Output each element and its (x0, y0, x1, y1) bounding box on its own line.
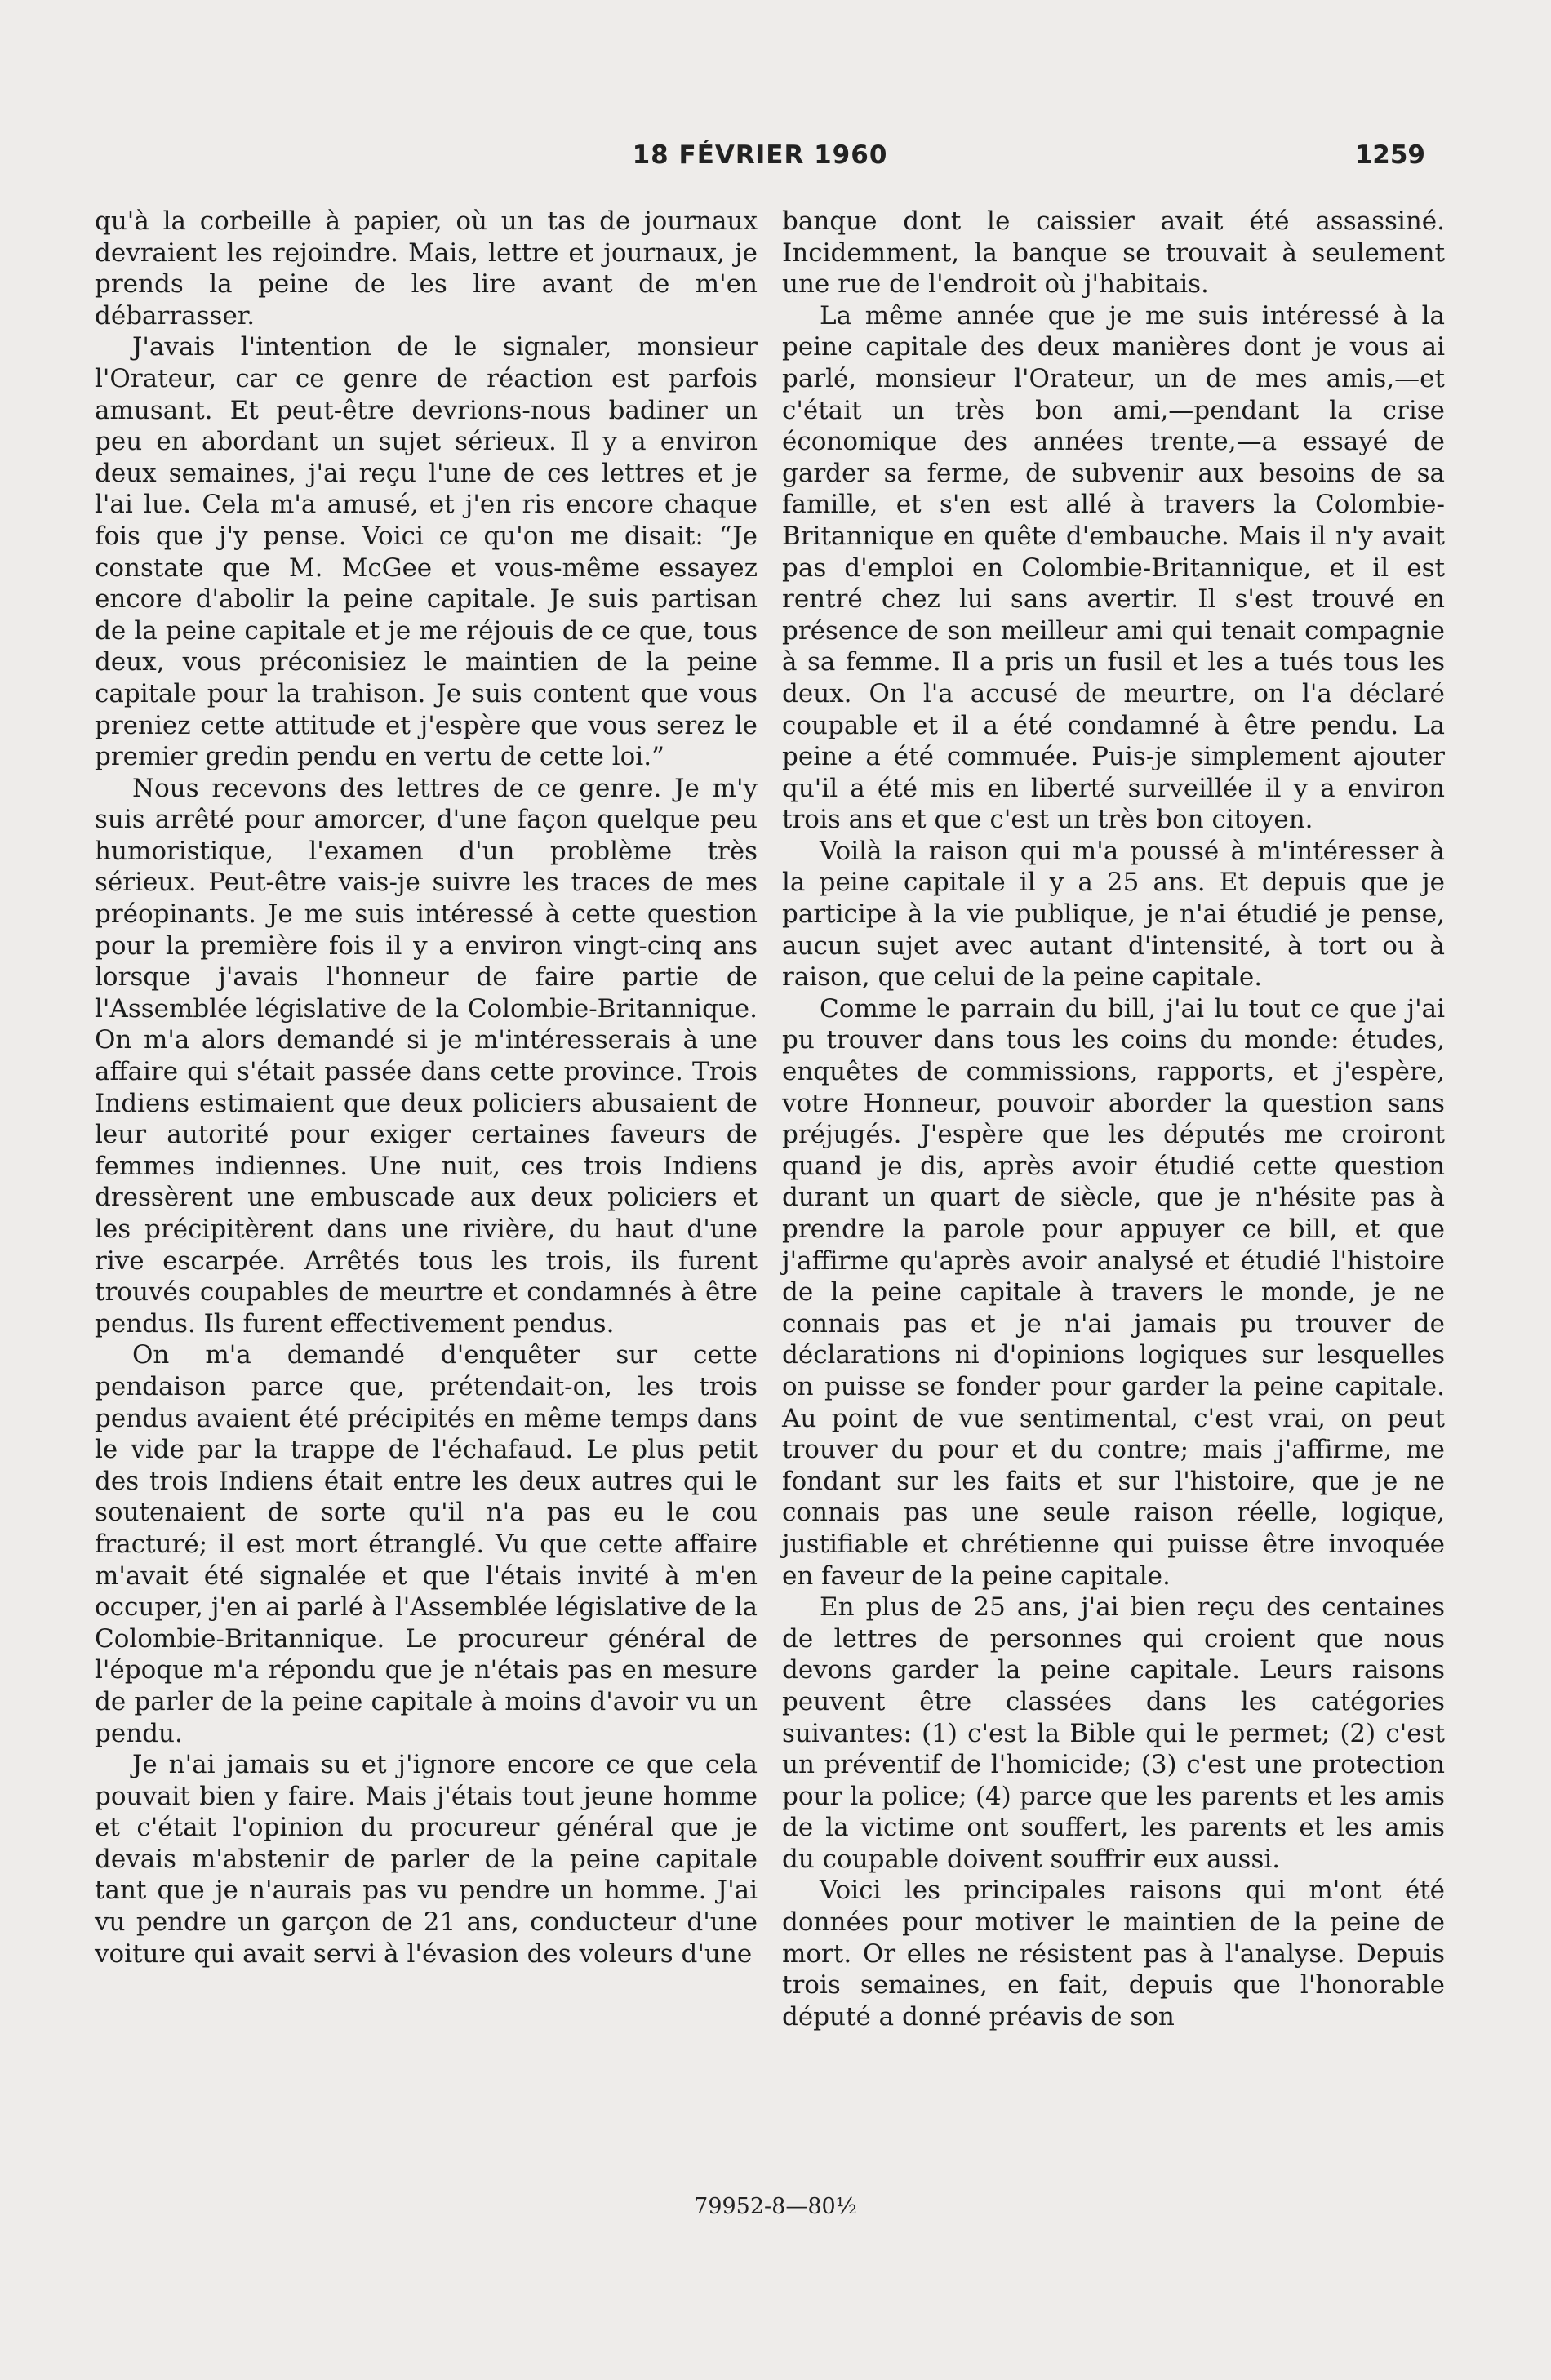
paragraph: J'avais l'intention de le signaler, monsieur l'Orateur, car ce genre de réaction est parfois amusant. Et peut-être devrions-nous badiner un peu en abordant un sujet sérieux. Il y a environ deux semaines, j'ai reçu l'une de ces lettres et je l'ai lue. Cela m'a amusé, et j'en ris encore chaque fois que j'y pense. Voici ce qu'on me disait: “Je constate que M. McGee et vous-même essayez encore d'abolir la peine capitale. Je suis partisan de la peine capitale et je me réjouis de ce que, tous deux, vous préconisiez le maintien de la peine capitale pour la trahison. Je suis content que vous preniez cette attitude et j'espère que vous serez le premier gredin pendu en vertu de cette loi.” (95, 332, 758, 772)
paragraph: Voici les principales raisons qui m'ont été données pour motiver le maintien de la peine de mort. Or elles ne résistent pas à l'analyse. Depuis trois semaines, en fait, depuis que l'honorable député a donné préavis de son (782, 1876, 1445, 2031)
page-header (95, 140, 1425, 180)
paragraph: On m'a demandé d'enquêter sur cette pendaison parce que, prétendait-on, les trois pendus avaient été précipités en même temps dans le vide par la trappe de l'échafaud. Le plus petit des trois Indiens était entre les deux autres qui le soutenaient de sorte qu'il n'a pas eu le cou fracturé; il est mort étranglé. Vu que cette affaire m'avait été signalée et que l'étais invité à m'en occuper, j'en ai parlé à l'Assemblée législative de la Colombie-Britannique. Le procureur général de l'époque m'a répondu que je n'étais pas en mesure de parler de la peine capitale à moins d'avoir vu un pendu. (95, 1340, 758, 1748)
left-column (95, 206, 758, 1969)
paragraph: Comme le parrain du bill, j'ai lu tout ce que j'ai pu trouver dans tous les coins du monde: études, enquêtes de commissions, rapports, et j'espère, votre Honneur, pouvoir aborder la question sans préjugés. J'espère que les députés me croiront quand je dis, après avoir étudié cette question durant un quart de siècle, que je n'hésite pas à prendre la parole pour appuyer ce bill, et que j'affirme qu'après avoir analysé et étudié l'histoire de la peine capitale à travers le monde, je ne connais pas et je n'ai jamais pu trouver de déclarations ni d'opinions logiques sur lesquelles on puisse se fonder pour garder la peine capitale. Au point de vue sentimental, c'est vrai, on peut trouver du pour et du contre; mais j'affirme, me fondant sur les faits et sur l'histoire, que je ne connais pas une seule raison réelle, logique, justifiable et chrétienne qui puisse être invoquée en faveur de la peine capitale. (782, 993, 1445, 1591)
paragraph: La même année que je me suis intéressé à la peine capitale des deux manières dont je vous ai parlé, monsieur l'Orateur, un de mes amis,—et c'était un très bon ami,—pendant la crise économique des années trente,—a essayé de garder sa ferme, de subvenir aux besoins de sa famille, et s'en est allé à travers la Colombie-Britannique en quête d'embauche. Mais il n'y avait pas d'emploi en Colombie-Britannique, et il est rentré chez lui sans avertir. Il s'est trouvé en présence de son meilleur ami qui tenait compagnie à sa femme. Il a pris un fusil et les a tués tous les deux. On l'a accusé de meurtre, on l'a déclaré coupable et il a été condamné à être pendu. La peine a été commuée. Puis-je simplement ajouter qu'il a été mis en liberté surveillée il y a environ trois ans et que c'est un très bon citoyen. (782, 300, 1445, 835)
header-date: 18 FÉVRIER 1960 (632, 140, 888, 170)
right-column (782, 206, 1445, 2032)
paragraph: banque dont le caissier avait été assassiné. Incidemment, la banque se trouvait à seulement une rue de l'endroit où j'habitais. (782, 206, 1445, 300)
paragraph: Voilà la raison qui m'a poussé à m'intéresser à la peine capitale il y a 25 ans. Et depuis que je participe à la vie publique, je n'ai étudié je pense, aucun sujet avec autant d'intensité, à tort ou à raison, que celui de la peine capitale. (782, 836, 1445, 992)
page-number: 1259 (1354, 140, 1425, 170)
paragraph: En plus de 25 ans, j'ai bien reçu des centaines de lettres de personnes qui croient que nous devons garder la peine capitale. Leurs raisons peuvent être classées dans les catégories suivantes: (1) c'est la Bible qui le permet; (2) c'est un préventif de l'homicide; (3) c'est une protection pour la police; (4) parce que les parents et les amis de la victime ont souffert, les parents et les amis du coupable doivent souffrir eux aussi. (782, 1592, 1445, 1874)
paragraph: Je n'ai jamais su et j'ignore encore ce que cela pouvait bien y faire. Mais j'étais tout jeune homme et c'était l'opinion du procureur général que je devais m'abstenir de parler de la peine capitale tant que je n'aurais pas vu pendre un homme. J'ai vu pendre un garçon de 21 ans, conducteur d'une voiture qui avait servi à l'évasion des voleurs d'une (95, 1750, 758, 1969)
print-reference: 79952-8—80½ (694, 2194, 857, 2219)
paragraph: qu'à la corbeille à papier, où un tas de journaux devraient les rejoindre. Mais, lettre et journaux, je prends la peine de les lire avant de m'en débarrasser. (95, 206, 758, 331)
paragraph: Nous recevons des lettres de ce genre. Je m'y suis arrêté pour amorcer, d'une façon quelque peu humoristique, l'examen d'un problème très sérieux. Peut-être vais-je suivre les traces de mes préopinants. Je me suis intéressé à cette question pour la première fois il y a environ vingt-cinq ans lorsque j'avais l'honneur de faire partie de l'Assemblée législative de la Colombie-Britannique. On m'a alors demandé si je m'intéresserais à une affaire qui s'était passée dans cette province. Trois Indiens estimaient que deux policiers abusaient de leur autorité pour exiger certaines faveurs de femmes indiennes. Une nuit, ces trois Indiens dressèrent une embuscade aux deux policiers et les précipitèrent dans une rivière, du haut d'une rive escarpée. Arrêtés tous les trois, ils furent trouvés coupables de meurtre et condamnés à être pendus. Ils furent effectivement pendus. (95, 773, 758, 1339)
